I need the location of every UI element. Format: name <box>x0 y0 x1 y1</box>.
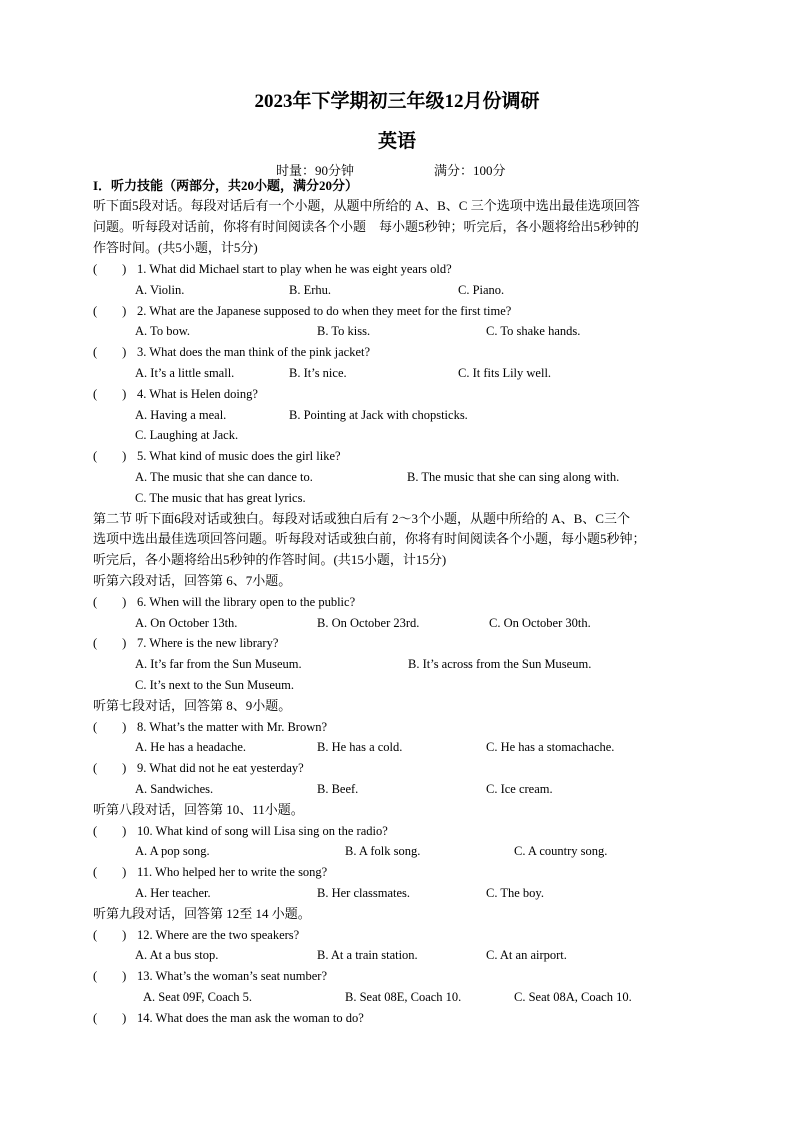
option-a: A. Violin. <box>135 283 185 297</box>
dialog-heading: 听第六段对话，回答第 6、7小题。 <box>93 573 292 588</box>
answer-blank[interactable]: ( ) <box>93 824 127 838</box>
question-12 <box>93 927 299 943</box>
answer-blank[interactable]: ( ) <box>93 761 127 775</box>
question-9 <box>93 760 304 776</box>
option-a: A. He has a headache. <box>135 740 247 754</box>
option-b: B. Beef. <box>317 782 359 796</box>
question-stem: 9. What did not he eat yesterday? <box>137 761 304 775</box>
page-title: 2023年下学期初三年级12月份调研 <box>254 91 540 112</box>
option-c: C. Ice cream. <box>486 782 553 796</box>
section-heading: I．听力技能（两部分，共20小题，满分20分） <box>93 178 359 193</box>
answer-blank[interactable]: ( ) <box>93 262 127 276</box>
option-b: B. Pointing at Jack with chopsticks. <box>289 408 468 422</box>
answer-blank[interactable]: ( ) <box>93 595 127 609</box>
instruction-line: 听完后，各小题将给出5秒钟的作答时间。(共15小题，计15分) <box>93 552 447 567</box>
option-c: C. It’s next to the Sun Museum. <box>135 678 295 692</box>
option-c: C. It fits Lily well. <box>458 366 552 380</box>
option-b: B. On October 23rd. <box>317 616 420 630</box>
option-c: C. On October 30th. <box>489 616 591 630</box>
question-stem: 4. What is Helen doing? <box>137 387 258 401</box>
question-stem: 5. What kind of music does the girl like? <box>137 449 341 463</box>
answer-blank[interactable]: ( ) <box>93 449 127 463</box>
question-13 <box>93 968 327 984</box>
answer-blank[interactable]: ( ) <box>93 865 127 879</box>
option-b: B. It’s across from the Sun Museum. <box>408 657 592 671</box>
option-c: C. He has a stomachache. <box>486 740 615 754</box>
question-stem: 7. Where is the new library? <box>137 636 279 650</box>
question-14 <box>93 1010 364 1026</box>
question-stem: 10. What kind of song will Lisa sing on the radio? <box>137 824 388 838</box>
answer-blank[interactable]: ( ) <box>93 304 127 318</box>
question-1 <box>93 261 452 277</box>
question-3 <box>93 344 370 360</box>
dialog-heading: 听第七段对话，回答第 8、9小题。 <box>93 698 292 713</box>
question-stem: 11. Who helped her to write the song? <box>137 865 328 879</box>
question-stem: 8. What’s the matter with Mr. Brown? <box>137 720 328 734</box>
option-c: C. Piano. <box>458 283 505 297</box>
full-score: 满分：100分 <box>434 163 506 178</box>
option-a: A. Seat 09F, Coach 5. <box>143 990 253 1004</box>
answer-blank[interactable]: ( ) <box>93 720 127 734</box>
answer-blank[interactable]: ( ) <box>93 928 127 942</box>
option-b: B. The music that she can sing along with. <box>407 470 620 484</box>
question-stem: 14. What does the man ask the woman to do? <box>137 1011 364 1025</box>
option-a: A. On October 13th. <box>135 616 238 630</box>
option-a: A. It’s far from the Sun Museum. <box>135 657 302 671</box>
question-stem: 13. What’s the woman’s seat number? <box>137 969 328 983</box>
option-b: B. It’s nice. <box>289 366 347 380</box>
instruction-line: 问题。听每段对话前，你将有时间阅读各个小题 每小题5秒钟；听完后，各小题将给出5秒钟的 <box>93 219 640 234</box>
question-stem: 3. What does the man think of the pink jacket? <box>137 345 371 359</box>
option-a: A. A pop song. <box>135 844 210 858</box>
option-c: C. At an airport. <box>486 948 567 962</box>
option-a: A. Having a meal. <box>135 408 227 422</box>
option-b: B. At a train station. <box>317 948 418 962</box>
option-c: C. Seat 08A, Coach 10. <box>514 990 632 1004</box>
option-c: C. To shake hands. <box>486 324 581 338</box>
option-a: A. The music that she can dance to. <box>135 470 313 484</box>
question-6 <box>93 594 355 610</box>
answer-blank[interactable]: ( ) <box>93 345 127 359</box>
instruction-line: 第二节 听下面6段对话或独白。每段对话或独白后有 2～3个小题，从题中所给的 A、B、C三个 <box>93 511 630 526</box>
option-b: B. To kiss. <box>317 324 371 338</box>
instruction-line: 听下面5段对话。每段对话后有一个小题，从题中所给的 A、B、C 三个选项中选出最佳选项回答 <box>93 198 640 213</box>
option-a: A. It’s a little small. <box>135 366 235 380</box>
option-b: B. Erhu. <box>289 283 332 297</box>
dialog-heading: 听第九段对话，回答第 12至 14 小题。 <box>93 906 311 921</box>
option-a: A. Her teacher. <box>135 886 211 900</box>
instruction-line: 作答时间。(共5小题，计5分) <box>93 240 258 255</box>
option-a: A. Sandwiches. <box>135 782 214 796</box>
question-11 <box>93 864 327 880</box>
question-stem: 6. When will the library open to the public? <box>137 595 356 609</box>
answer-blank[interactable]: ( ) <box>93 387 127 401</box>
dialog-heading: 听第八段对话，回答第 10、11小题。 <box>93 802 304 817</box>
option-a: A. To bow. <box>135 324 191 338</box>
option-b: B. Seat 08E, Coach 10. <box>345 990 462 1004</box>
answer-blank[interactable]: ( ) <box>93 1011 127 1025</box>
question-5 <box>93 448 341 464</box>
time-limit: 时量：90分钟 <box>276 163 355 178</box>
option-c: C. Laughing at Jack. <box>135 428 239 442</box>
question-10 <box>93 823 388 839</box>
option-b: B. A folk song. <box>345 844 421 858</box>
question-2 <box>93 303 511 319</box>
answer-blank[interactable]: ( ) <box>93 636 127 650</box>
question-7 <box>93 635 278 651</box>
answer-blank[interactable]: ( ) <box>93 969 127 983</box>
subject-title: 英语 <box>377 131 416 152</box>
question-stem: 12. Where are the two speakers? <box>137 928 300 942</box>
instruction-line: 选项中选出最佳选项回答问题。听每段对话或独白前，你将有时间阅读各个小题，每小题5秒钟； <box>93 531 646 546</box>
option-b: B. Her classmates. <box>317 886 411 900</box>
question-8 <box>93 719 327 735</box>
option-c: C. The music that has great lyrics. <box>135 491 306 505</box>
question-stem: 1. What did Michael start to play when he was eight years old? <box>137 262 452 276</box>
question-stem: 2. What are the Japanese supposed to do when they meet for the first time? <box>137 304 512 318</box>
option-a: A. At a bus stop. <box>135 948 219 962</box>
question-4 <box>93 386 258 402</box>
option-c: C. The boy. <box>486 886 544 900</box>
option-c: C. A country song. <box>514 844 608 858</box>
option-b: B. He has a cold. <box>317 740 403 754</box>
